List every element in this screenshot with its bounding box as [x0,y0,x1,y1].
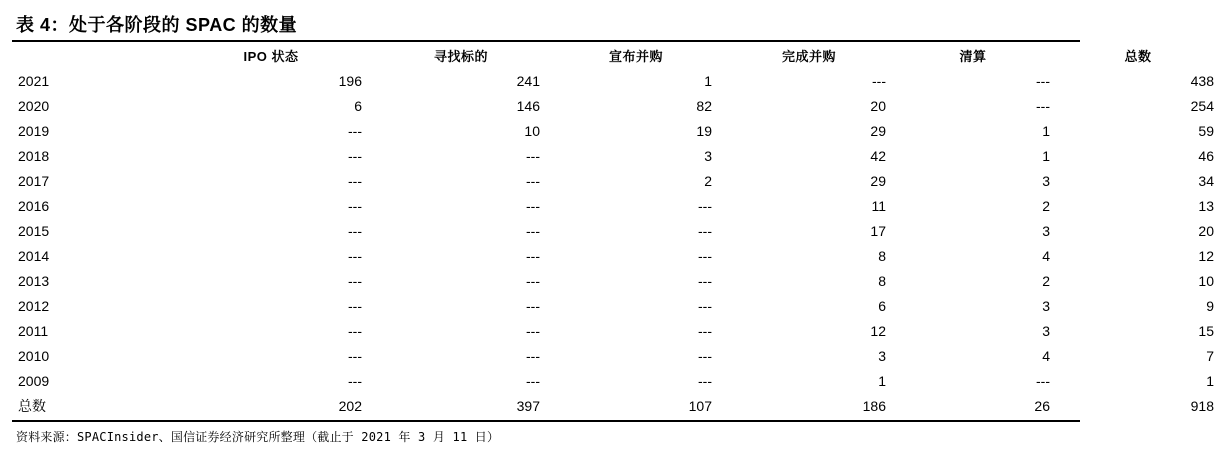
header-announced-merger: 宣布并购 [608,49,663,64]
announced-merger-cell: --- [698,198,712,214]
announced-merger-cell: --- [698,323,712,339]
completed-merger-cell: 6 [878,298,886,314]
ipo-status-cell: --- [348,123,362,139]
table-row [12,244,1216,269]
completed-merger-cell: 8 [878,248,886,264]
announced-merger-cell: --- [698,273,712,289]
liquidated-cell: 3 [1042,223,1050,239]
completed-merger-cell: 11 [871,198,886,214]
completed-merger-cell: 17 [870,223,886,239]
total-cell: 918 [1190,398,1214,414]
header-liquidated: 清算 [959,49,987,64]
ipo-status-cell: --- [348,273,362,289]
ipo-status-cell: --- [348,248,362,264]
top-rule [12,40,1080,42]
liquidated-cell: 2 [1042,198,1050,214]
ipo-status-cell: 6 [354,98,362,114]
announced-merger-cell: --- [698,298,712,314]
table-row [12,194,1216,219]
completed-merger-cell: --- [872,73,886,89]
row-label: 2019 [18,123,50,139]
announced-merger-cell: 1 [704,73,712,89]
ipo-status-cell: --- [348,223,362,239]
completed-merger-cell: 12 [870,323,886,339]
table-title: 表 4：处于各阶段的 SPAC 的数量 [16,15,298,35]
table-row [12,344,1216,369]
table-row [12,369,1216,394]
table-row [12,169,1216,194]
liquidated-cell: 26 [1034,398,1050,414]
table-row [12,144,1216,169]
announced-merger-cell: --- [698,373,712,389]
completed-merger-cell: 186 [862,398,886,414]
table-row [12,319,1216,344]
total-cell: 46 [1198,148,1214,164]
header-completed-merger: 完成并购 [781,49,836,64]
table-row [12,119,1216,144]
total-cell: 1 [1206,373,1214,389]
seeking-target-cell: --- [526,298,540,314]
row-label: 2018 [18,148,50,164]
ipo-status-cell: 196 [338,73,362,89]
ipo-status-cell: --- [348,373,362,389]
seeking-target-cell: --- [526,373,540,389]
liquidated-cell: --- [1036,73,1050,89]
total-cell: 15 [1198,323,1214,339]
table-total-row [12,394,1216,419]
liquidated-cell: 3 [1042,173,1050,189]
seeking-target-cell: --- [526,198,540,214]
completed-merger-cell: 20 [870,98,886,114]
total-cell: 12 [1198,248,1214,264]
completed-merger-cell: 8 [878,273,886,289]
completed-merger-cell: 3 [878,348,886,364]
table-row [12,219,1216,244]
spac-stage-table [12,44,1216,419]
ipo-status-cell: --- [348,148,362,164]
liquidated-cell: --- [1036,373,1050,389]
total-cell: 59 [1198,123,1214,139]
total-cell: 13 [1198,198,1214,214]
announced-merger-cell: 107 [688,398,712,414]
row-label: 总数 [18,398,46,414]
completed-merger-cell: 29 [870,123,886,139]
seeking-target-cell: --- [526,348,540,364]
row-label: 2011 [18,323,49,339]
row-label: 2021 [18,73,50,89]
table-header-row [12,44,1216,69]
seeking-target-cell: --- [526,223,540,239]
total-cell: 438 [1190,73,1214,89]
header-seeking-target: 寻找标的 [433,49,488,64]
total-cell: 34 [1198,173,1214,189]
liquidated-cell: 3 [1042,298,1050,314]
announced-merger-cell: --- [698,223,712,239]
header-year [12,44,130,69]
table-row [12,94,1216,119]
total-cell: 7 [1206,348,1214,364]
announced-merger-cell: --- [698,248,712,264]
row-label: 2020 [18,98,50,114]
liquidated-cell: --- [1036,98,1050,114]
ipo-status-cell: --- [348,173,362,189]
seeking-target-cell: --- [526,148,540,164]
row-label: 2013 [18,273,50,289]
announced-merger-cell: 3 [704,148,712,164]
announced-merger-cell: 82 [696,98,712,114]
completed-merger-cell: 1 [878,373,886,389]
liquidated-cell: 2 [1042,273,1050,289]
row-label: 2014 [18,248,50,264]
table-row [12,269,1216,294]
header-total: 总数 [1124,49,1152,64]
announced-merger-cell: 19 [696,123,712,139]
row-label: 2012 [18,298,50,314]
row-label: 2009 [18,373,50,389]
seeking-target-cell: 10 [524,123,540,139]
ipo-status-cell: 202 [338,398,362,414]
row-label: 2017 [18,173,50,189]
announced-merger-cell: --- [698,348,712,364]
table-row [12,69,1216,94]
bottom-rule [12,420,1080,422]
liquidated-cell: 1 [1042,123,1050,139]
liquidated-cell: 1 [1042,148,1050,164]
table-row [12,294,1216,319]
seeking-target-cell: 397 [516,398,540,414]
seeking-target-cell: --- [526,273,540,289]
source-note: 资料来源：SPACInsider、国信证券经济研究所整理（截止于 2021 年 3 月 11 日） [16,430,500,444]
seeking-target-cell: 146 [516,98,540,114]
total-cell: 9 [1206,298,1214,314]
row-label: 2015 [18,223,50,239]
completed-merger-cell: 29 [870,173,886,189]
seeking-target-cell: --- [526,248,540,264]
liquidated-cell: 4 [1042,248,1050,264]
ipo-status-cell: --- [348,198,362,214]
total-cell: 254 [1190,98,1214,114]
ipo-status-cell: --- [348,348,362,364]
row-label: 2010 [18,348,50,364]
seeking-target-cell: 241 [516,73,540,89]
header-ipo-status: IPO 状态 [243,49,299,64]
row-label: 2016 [18,198,50,214]
liquidated-cell: 4 [1042,348,1050,364]
ipo-status-cell: --- [348,298,362,314]
ipo-status-cell: --- [348,323,362,339]
announced-merger-cell: 2 [704,173,712,189]
total-cell: 10 [1198,273,1214,289]
total-cell: 20 [1198,223,1214,239]
liquidated-cell: 3 [1042,323,1050,339]
seeking-target-cell: --- [526,173,540,189]
completed-merger-cell: 42 [870,148,886,164]
seeking-target-cell: --- [526,323,540,339]
